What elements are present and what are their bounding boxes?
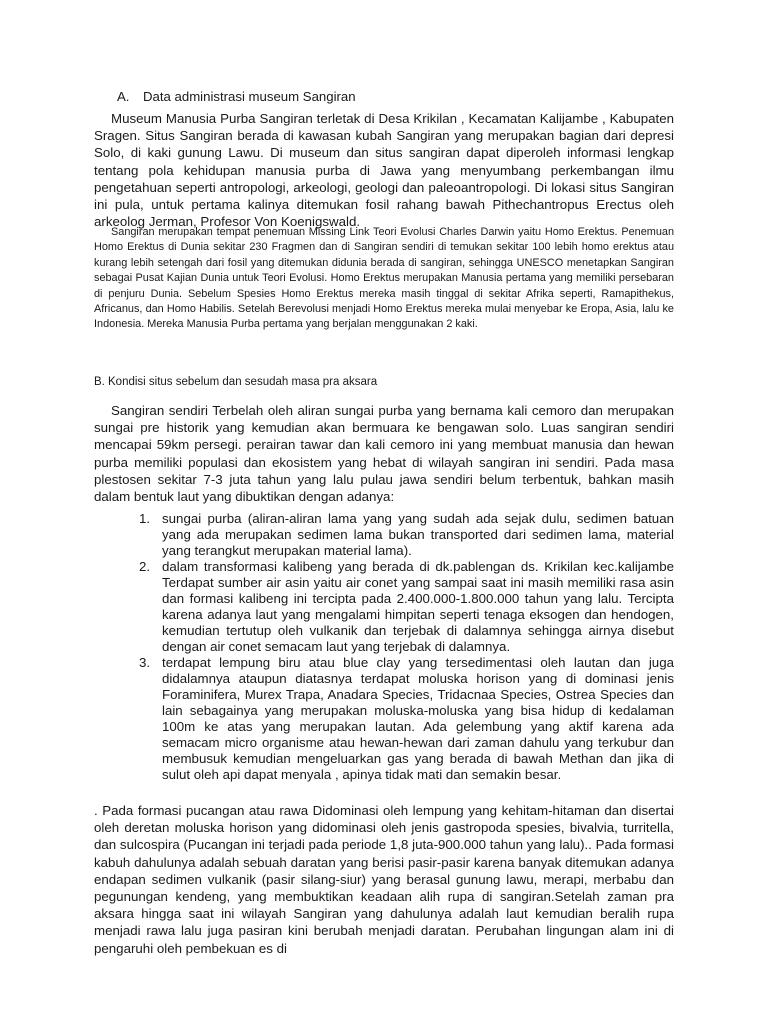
section-b-title: Kondisi situs sebelum dan sesudah masa pra aksara <box>108 376 378 388</box>
section-a-title: Data administrasi museum Sangiran <box>143 89 356 104</box>
list-item-text: dalam transformasi kalibeng yang berada di dk.pablengan ds. Krikilan kec.kalijambe Terdapat sumber air asin yaitu air conet yang sampai saat ini masih memiliki rasa asin dan formasi kalibeng ini tercipta pada 2.400.000-1.800.000 tahun yang lalu. Tercipta karena adanya laut yang mengalami himpitan seperti tenaga eksogen dan hendogen, kemudian tertutup oleh vulkanik dan terjebak di dalamnya sehingga airnya disebut dengan air conet semacam laut yang terjebak di dalamnya. <box>162 559 674 654</box>
list-item <box>139 655 674 783</box>
section-b-label: B. <box>94 376 105 388</box>
section-b-paragraph-2: . Pada formasi pucangan atau rawa Didominasi oleh lempung yang kehitam-hitaman dan disertai oleh deretan moluska horison yang didominasi oleh jenis gastropoda spesies, bivalvia, turritella, dan sulcospira (Pucangan ini terjadi pada periode 1,8 juta-900.000 tahun yang lalu).. Pada formasi kabuh dahulunya adalah sebuah daratan yang berisi pasir-pasir karena banyak ditemukan adanya endapan sedimen vulkanik (pasir silang-siur) yang berasal gunung lawu, merapi, merbabu dan pegunungan kendeng, yang membuktikan keadaan alih rupa di sangiran.Setelah zaman pra aksara hingga saat ini wilayah Sangiran yang dahulunya adalah laut kemudian beralih rupa menjadi rawa lalu juga pasiran kini berubah menjadi daratan. Perubahan lingungan alam ini di pengaruhi oleh pembekuan es di <box>94 803 674 956</box>
list-item-text: terdapat lempung biru atau blue clay yang tersedimentasi oleh lautan dan juga didalamnya ataupun diatasnya terdapat moluska horison yang di dominasi jenis Foraminifera, Murex Trapa, Anadara Species, Tridacnaa Species, Ostrea Species dan lain sebagainya yang merupakan moluska-moluska yang bisa hidup di kedalaman 100m ke atas yang merupakan lautan. Ada gelembung yang aktif karena ada semacam micro organisme atau hewan-hewan dari zaman dahulu yang terkubur dan membusuk kemudian mengeluarkan gas yang berada di bawah Methan dan jika di sulut oleh api dapat menyala , apinya tidak mati dan semakin besar. <box>162 655 674 782</box>
section-a-paragraph-1: Museum Manusia Purba Sangiran terletak di Desa Krikilan , Kecamatan Kalijambe , Kabupaten Sragen. Situs Sangiran berada di kawasan kubah Sangiran yang merupakan bagian dari depresi Solo, di kaki gunung Lawu. Di museum dan situs sangiran dapat diperoleh informasi lengkap tentang pola kehidupan manusia purba di Jawa yang menyumbang perkembangan ilmu pengetahuan seperti antropologi, arkeologi, geologi dan paleoantropologi. Di lokasi situs Sangiran ini pula, untuk pertama kalinya ditemukan fosil rahang bawah Pithechantropus Erectus oleh arkeolog Jerman, Profesor Von Koenigswald. <box>94 111 674 230</box>
list-item-text: sungai purba (aliran-aliran lama yang yang sudah ada sejak dulu, sedimen batuan yang ada merupakan sedimen lama bukan transported dari sedimen lama, material yang terangkut merupakan material lama). <box>162 511 674 558</box>
list-item-number: 2. <box>139 559 151 574</box>
section-b-heading <box>94 375 377 390</box>
section-a-paragraph-2: Sangiran merupakan tempat penemuan Missing Link Teori Evolusi Charles Darwin yaitu Homo Erektus. Penemuan Homo Erektus di Dunia sekitar 230 Fragmen dan di Sangiran sendiri di temukan sekitar 100 lebih homo erektus atau kurang lebih setengah dari fosil yang ditemukan didunia berada di sangiran, sehingga UNESCO menetapkan Sangiran sebagai Pusat Kajian Dunia untuk Teori Evolusi. Homo Erektus merupakan Manusia pertama yang memiliki persebaran di penjuru Dunia. Sebelum Spesies Homo Erektus mereka masih tinggal di sekitar Afrika seperti, Ramapithekus, Africanus, dan Homo Habilis. Setelah Berevolusi menjadi Homo Erektus mereka mulai menyebar ke Eropa, Asia, lalu ke Indonesia. Mereka Manusia Purba pertama yang berjalan menggunakan 2 kaki. <box>94 226 674 331</box>
list-item <box>139 559 674 655</box>
list-item-number: 3. <box>139 655 151 670</box>
list-item-number: 1. <box>139 511 151 526</box>
section-a-heading <box>117 88 356 105</box>
list-item <box>139 511 674 559</box>
evidence-list <box>139 511 674 783</box>
section-a-label: A. <box>117 89 130 104</box>
section-b-paragraph-1: Sangiran sendiri Terbelah oleh aliran sungai purba yang bernama kali cemoro dan merupakan sungai pre historik yang kemudian akan bermuara ke bengawan solo. Luas sangiran sendiri mencapai 59km persegi. perairan tawar dan kali cemoro ini yang membuat manusia dan hewan purba memiliki populasi dan ekosistem yang hebat di wilayah sangiran ini sendiri. Pada masa plestosen sekitar 7-3 juta tahun yang lalu pulau jawa sendiri belum terbentuk, bahkan masih dalam bentuk laut yang dibuktikan dengan adanya: <box>94 403 674 505</box>
